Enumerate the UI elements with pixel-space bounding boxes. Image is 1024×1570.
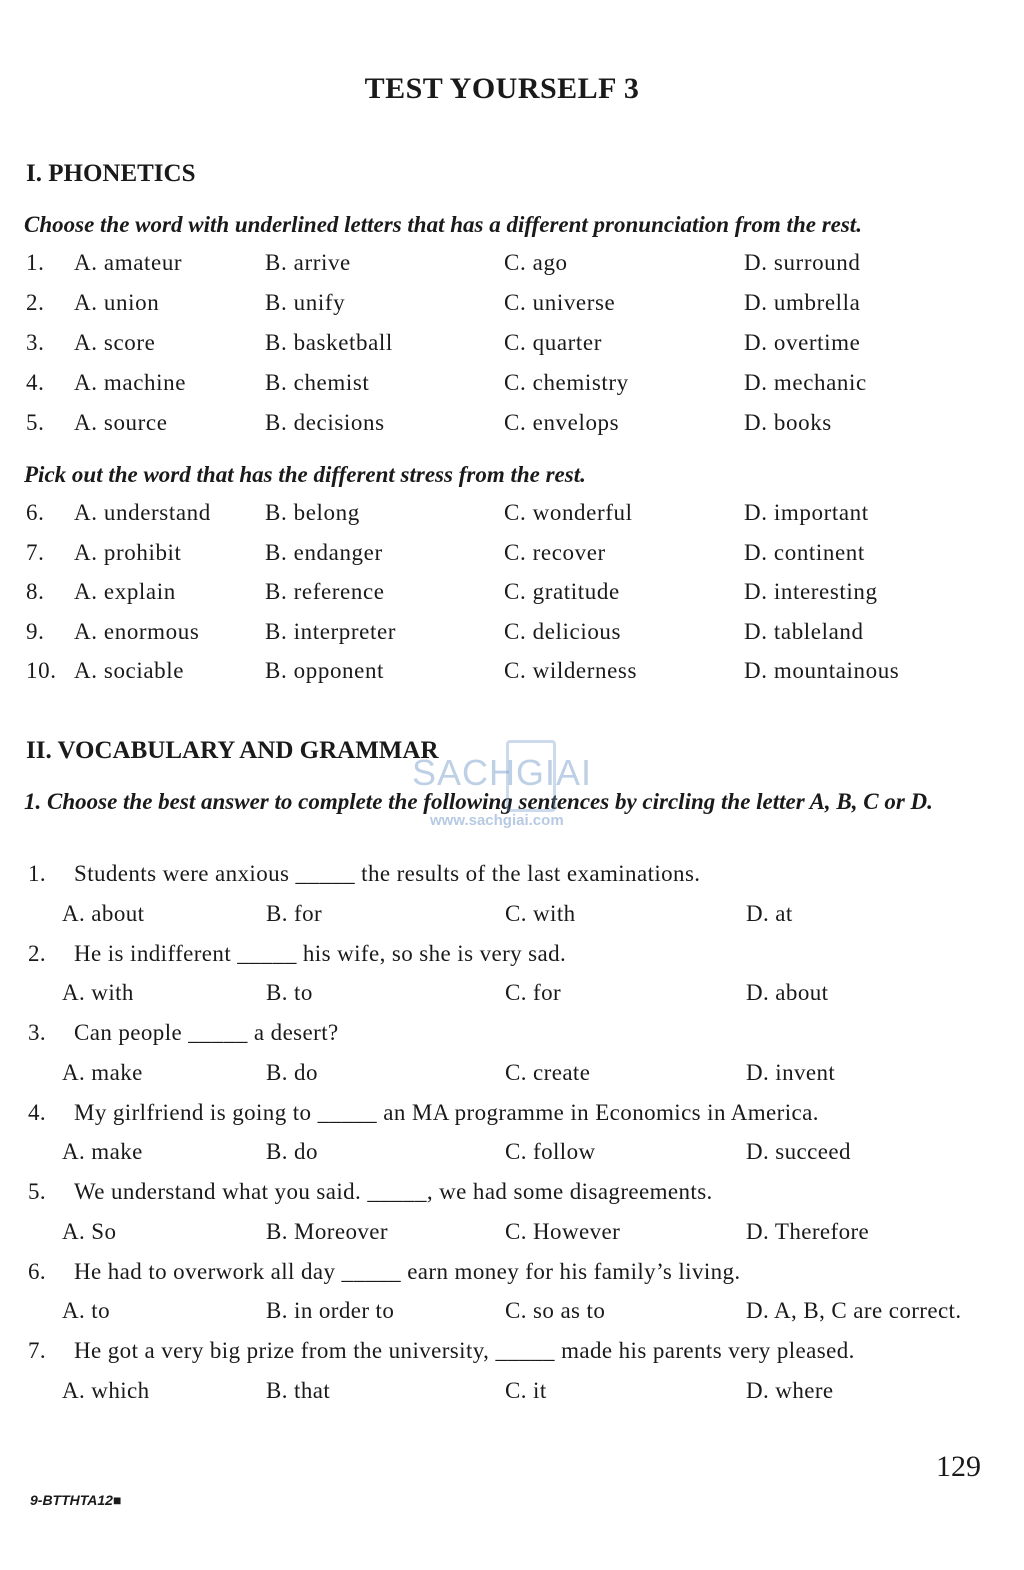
question-text: He is indifferent _____ his wife, so she is very sad. xyxy=(74,940,567,966)
item-number: 5. xyxy=(26,410,45,435)
question-text: My girlfriend is going to _____ an MA programme in Economics in America. xyxy=(74,1099,819,1125)
answer-options xyxy=(0,980,1000,1016)
option-c: C. quarter xyxy=(504,330,602,355)
answer-options xyxy=(0,901,1000,937)
answer-d: D. A, B, C are correct. xyxy=(746,1298,962,1323)
option-c: C. wonderful xyxy=(504,500,633,525)
answer-b: B. that xyxy=(266,1377,331,1403)
option-a: A. amateur xyxy=(74,250,183,275)
option-b: B. interpreter xyxy=(265,618,397,644)
option-d: D. surround xyxy=(744,250,861,275)
answer-a: A. with xyxy=(62,980,134,1005)
page-number: 129 xyxy=(936,1450,981,1483)
option-d: D. important xyxy=(744,500,869,525)
option-a: A. enormous xyxy=(74,618,200,644)
item-number: 10. xyxy=(26,658,57,683)
option-a: A. source xyxy=(74,410,168,435)
answer-c: C. follow xyxy=(505,1139,596,1164)
answer-a: A. make xyxy=(62,1059,143,1085)
option-c: C. envelops xyxy=(504,410,620,435)
item-number: 3. xyxy=(26,330,45,355)
answer-options xyxy=(0,1298,1000,1334)
option-c: C. ago xyxy=(504,250,568,275)
option-a: A. score xyxy=(74,330,156,355)
phonetics-item xyxy=(0,370,1000,406)
answer-a: A. make xyxy=(62,1139,143,1164)
phonetics-item xyxy=(0,540,1000,576)
answer-b: B. do xyxy=(266,1139,318,1164)
question-line xyxy=(0,861,1000,897)
question-text: Can people _____ a desert? xyxy=(74,1020,339,1045)
option-d: D. overtime xyxy=(744,330,861,355)
question-text: He had to overwork all day _____ earn money for his family’s living. xyxy=(74,1258,741,1284)
answer-d: D. Therefore xyxy=(746,1218,870,1244)
option-d: D. mechanic xyxy=(744,370,867,395)
watermark-brand: SACHGIAI xyxy=(412,752,593,793)
answer-c: C. for xyxy=(505,980,562,1005)
question-number: 3. xyxy=(28,1020,47,1045)
answer-c: C. create xyxy=(505,1059,591,1085)
phonetics-item xyxy=(0,290,1000,326)
question-number: 7. xyxy=(28,1338,47,1363)
option-b: B. endanger xyxy=(265,539,383,565)
option-b: B. unify xyxy=(265,290,346,315)
item-number: 1. xyxy=(26,250,45,275)
item-number: 9. xyxy=(26,618,45,644)
item-number: 6. xyxy=(26,500,45,525)
question-number: 1. xyxy=(28,861,47,886)
instruction-pronunciation: Choose the word with underlined letters that has a different pronunciation from the rest. xyxy=(24,212,862,237)
answer-a: A. which xyxy=(62,1377,150,1403)
phonetics-item xyxy=(0,410,1000,446)
option-c: C. chemistry xyxy=(504,370,629,395)
answer-a: A. about xyxy=(62,900,145,926)
instruction-vocabulary: 1. Choose the best answer to complete the following sentences by circling the letter A, B, C or D. xyxy=(24,789,933,814)
question-number: 5. xyxy=(28,1179,47,1204)
answer-b: B. in order to xyxy=(266,1298,395,1323)
option-a: A. sociable xyxy=(74,658,185,683)
option-d: D. tableland xyxy=(744,618,864,644)
option-a: A. prohibit xyxy=(74,539,182,565)
answer-d: D. about xyxy=(746,980,829,1005)
answer-c: C. so as to xyxy=(505,1298,606,1323)
answer-d: D. where xyxy=(746,1377,834,1403)
section-heading-vocabulary: II. VOCABULARY AND GRAMMAR xyxy=(26,737,439,764)
answer-c: C. with xyxy=(505,900,576,926)
answer-options xyxy=(0,1378,1000,1414)
question-line xyxy=(0,1259,1000,1295)
answer-options xyxy=(0,1139,1000,1175)
option-a: A. union xyxy=(74,290,160,315)
answer-c: C. it xyxy=(505,1377,547,1403)
option-b: B. reference xyxy=(265,579,385,604)
item-number: 8. xyxy=(26,579,45,604)
item-number: 7. xyxy=(26,539,45,565)
option-d: D. books xyxy=(744,410,832,435)
option-d: D. umbrella xyxy=(744,290,861,315)
question-text: We understand what you said. _____, we had some disagreements. xyxy=(74,1179,713,1204)
phonetics-item xyxy=(0,250,1000,286)
item-number: 2. xyxy=(26,290,45,315)
option-c: C. gratitude xyxy=(504,579,620,604)
phonetics-item xyxy=(0,658,1000,694)
watermark-url: www.sachgiai.com xyxy=(430,812,564,829)
phonetics-item xyxy=(0,579,1000,615)
page-title: TEST YOURSELF 3 xyxy=(364,72,640,105)
option-b: B. arrive xyxy=(265,250,351,275)
question-text: Students were anxious _____ the results of the last examinations. xyxy=(74,861,701,886)
option-b: B. chemist xyxy=(265,370,370,395)
option-b: B. decisions xyxy=(265,410,385,435)
answer-a: A. So xyxy=(62,1218,117,1244)
answer-d: D. invent xyxy=(746,1059,836,1085)
option-c: C. wilderness xyxy=(504,658,638,683)
option-d: D. mountainous xyxy=(744,658,900,683)
option-c: C. recover xyxy=(504,539,606,565)
option-d: D. continent xyxy=(744,539,865,565)
answer-a: A. to xyxy=(62,1298,110,1323)
answer-b: B. for xyxy=(266,900,323,926)
question-line xyxy=(0,941,1000,977)
option-d: D. interesting xyxy=(744,579,878,604)
option-c: C. delicious xyxy=(504,618,622,644)
question-line xyxy=(0,1179,1000,1215)
instruction-stress: Pick out the word that has the different stress from the rest. xyxy=(24,462,586,487)
question-number: 6. xyxy=(28,1258,47,1284)
question-line xyxy=(0,1100,1000,1136)
question-number: 4. xyxy=(28,1099,47,1125)
item-number: 4. xyxy=(26,370,45,395)
phonetics-item xyxy=(0,619,1000,655)
book-code: 9-BTTHTA12■ xyxy=(30,1492,122,1508)
question-line xyxy=(0,1338,1000,1374)
phonetics-item xyxy=(0,330,1000,366)
answer-b: B. Moreover xyxy=(266,1218,388,1244)
answer-d: D. succeed xyxy=(746,1139,851,1164)
section-heading-phonetics: I. PHONETICS xyxy=(26,160,196,187)
option-b: B. basketball xyxy=(265,330,393,355)
option-a: A. machine xyxy=(74,370,187,395)
answer-b: B. to xyxy=(266,980,313,1005)
option-a: A. understand xyxy=(74,500,211,525)
option-a: A. explain xyxy=(74,579,176,604)
option-b: B. opponent xyxy=(265,658,385,683)
option-c: C. universe xyxy=(504,290,616,315)
phonetics-item xyxy=(0,500,1000,536)
answer-options xyxy=(0,1219,1000,1255)
question-number: 2. xyxy=(28,940,47,966)
question-text: He got a very big prize from the university, _____ made his parents very pleased. xyxy=(74,1338,855,1363)
option-b: B. belong xyxy=(265,500,360,525)
answer-c: C. However xyxy=(505,1218,621,1244)
answer-options xyxy=(0,1060,1000,1096)
answer-b: B. do xyxy=(266,1059,318,1085)
question-line xyxy=(0,1020,1000,1056)
answer-d: D. at xyxy=(746,900,793,926)
